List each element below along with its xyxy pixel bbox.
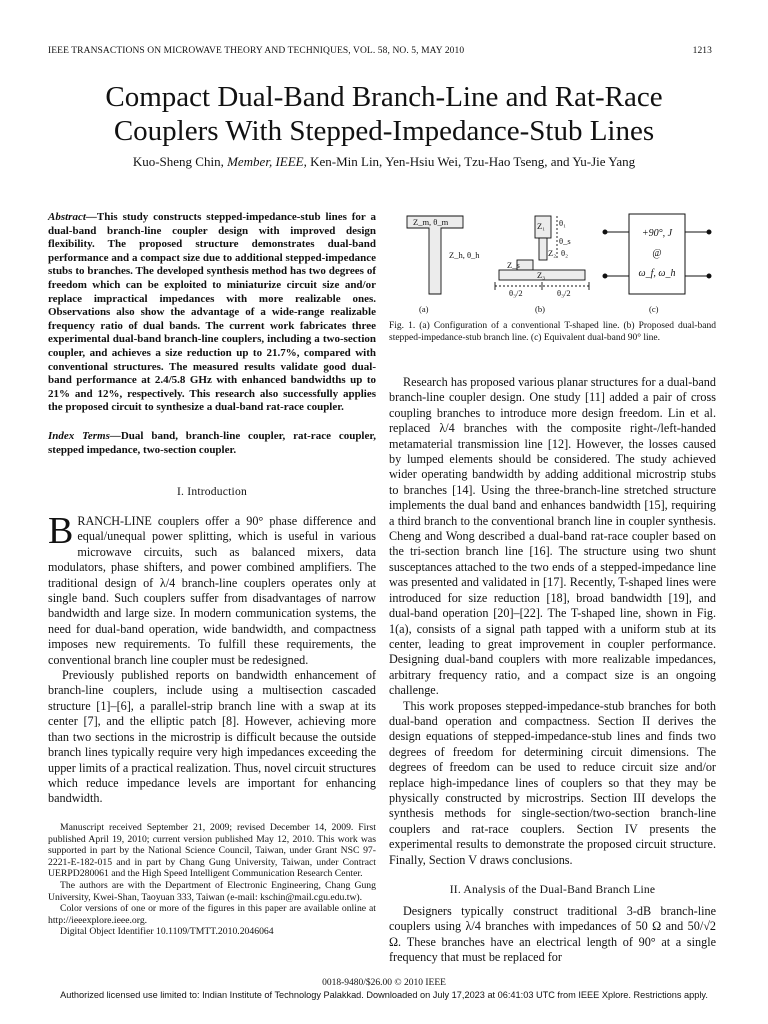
fig1b-half-right: θ₃/2 — [557, 288, 571, 298]
fig1b-caption-label: (b) — [535, 304, 545, 314]
right-column-body — [389, 375, 716, 868]
index-terms-label: Index Terms— — [48, 430, 121, 442]
footnote-affiliation: The authors are with the Department of Electronic Engineering, Chang Gung University, Kwei-Shan, Taoyuan 333, Taiwan (e-mail: kschin@mail.cgu.edu.tw). — [48, 879, 376, 903]
right-paragraph-1: Research has proposed various planar structures for a dual-band branch-line coupler design. One study [11] added a pair of cross coupling branches to introduce more design freedom. Lin et al. replaced λ/4 branches with the composite right-/left-handed metamaterial transmission line [12]. However, the losses caused by lumped elements should be considered. The study achieved wider operating bandwidth by adding additional microstrip stubs to branches [14]. Using the three-branch-line stretched structure implements the dual band and enhances bandwidth [15], requiring a third branch to the conventional branch line in coupler synthesis. Cheng and Wong described a dual-band rat-race coupler based on the tri-section branch line [16]. The structure using two shunt susceptances attached to the two ends of a stepped-impedance line was presented and validated in [17]. Recently, T-shaped lines were introduced for size reduction [18], broad bandwidth [19], and dual-band operation [20]–[22]. The T-shaped line, shown in Fig. 1(a), consists of a signal path tapped with a uniform stub at its center, leading to great improvement in coupler performance. Designing dual-band couplers with more realizable impedances, arbitrary frequency ratio, and a compact size is an ongoing challenge. — [389, 375, 716, 698]
fig1a-stub-label: Z_h, θ_h — [449, 250, 480, 260]
section-heading-analysis: II. Analysis of the Dual-Band Branch Line — [449, 883, 656, 896]
section-heading-introduction: I. Introduction — [177, 485, 247, 498]
index-terms-text: Dual band, branch-line coupler, rat-race coupler, stepped impedance, two-section coupler. — [48, 430, 376, 456]
fig1b-theta1: θ₁ — [559, 218, 567, 228]
fig1a-caption-label: (a) — [419, 304, 429, 314]
author-first: Kuo-Sheng Chin, — [132, 154, 224, 169]
footnote-color: Color versions of one or more of the figures in this paper are available online at http://ieeexplore.ieee.org. — [48, 903, 376, 926]
fig1b-z2: Z₂ — [548, 248, 557, 258]
figure-1-caption: Fig. 1. (a) Configuration of a conventional T-shaped line. (b) Proposed dual-band stepped-impedance-stub branch line. (c) Equivalent dual-band 90° line. — [389, 321, 716, 343]
author-rest: , Ken-Min Lin, Yen-Hsiu Wei, Tzu-Hao Tseng, and Yu-Jie Yang — [303, 154, 636, 169]
intro-paragraph-2: Previously published reports on bandwidth enhancement of branch-line couplers, include using a multisection cascaded structure [1]–[6], a parallel-strip branch line with a swap at its center [7], and the elliptic patch [8]. However, achieving more than two sections in the microstrip is difficult because the outside branch lines typically require very high impedances exceeding the upper limits of a practical realization. Thus, novel circuit structures which reduce impedance levels are important for enhancing bandwidth. — [48, 668, 376, 806]
abstract-text: This study constructs stepped-impedance-stub lines for a dual-band branch-line coupler design with improved design flexibility. The proposed structure demonstrates dual-band performance and a compact size due to additional stepped-impedance stubs to branches. The developed synthesis method has two degrees of freedom which can be exploited to miniaturize circuit size and/or replace impractical impedances with more realizable ones. Observations also show the advantage of a wide-range realizable frequency ratio of dual bands. The current work fabricates three experimental dual-band branch-line couplers, including a two-section coupler, and achieves a size reduction up to 21.7%, compared with conventional structures. The measured results validate good dual-band performance at 2.4/5.8 GHz with enhanced bandwidths up to 21% and 12%, respectively. This research also successfully applies the proposed circuit to synthesize a dual-band rat-race coupler. — [48, 211, 376, 414]
section2-body — [389, 904, 716, 966]
abstract — [48, 211, 376, 415]
index-terms — [48, 430, 376, 457]
license-line: Authorized licensed use limited to: Indian Institute of Technology Palakkad. Downloaded on July 17,2023 at 06:41:03 UTC from IEEE Xplore. Restrictions apply. — [60, 990, 708, 1000]
fig1c-caption-label: (c) — [649, 304, 659, 314]
title-line-2: Couplers With Stepped-Impedance-Stub Lines — [113, 115, 655, 147]
fig1c-freq: ω_f, ω_h — [638, 268, 676, 279]
section2-paragraph-1: Designers typically construct traditional 3-dB branch-line couplers using λ/4 branches with impedances of 50 Ω and 50/√2 Ω. These branches have an electrical length of 90° at a single frequency that must be replaced for — [389, 904, 716, 965]
fig1c-phase: +90°, J — [641, 228, 673, 239]
fig1b-zs: Z_s — [507, 260, 520, 270]
fig1b-z1: Z₁ — [537, 221, 546, 231]
fig1b-half-left: θ₃/2 — [509, 288, 523, 298]
introduction-body — [48, 510, 376, 807]
author-list — [40, 154, 728, 170]
footnote-doi: Digital Object Identifier 10.1109/TMTT.2010.2046064 — [60, 926, 274, 938]
fig1a-top-label: Z_m, θ_m — [413, 217, 449, 227]
copyright-line: 0018-9480/$26.00 © 2010 IEEE — [322, 978, 446, 988]
paper-title — [40, 80, 728, 148]
drop-cap: B — [48, 510, 74, 552]
fig1b-z3: Z₃ — [537, 270, 546, 280]
running-header: IEEE TRANSACTIONS ON MICROWAVE THEORY AND TECHNIQUES, VOL. 58, NO. 5, MAY 2010 — [48, 46, 465, 56]
abstract-label: Abstract— — [48, 211, 97, 223]
footnotes — [48, 822, 376, 938]
intro-paragraph-1: BRANCH-LINE couplers offer a 90° phase difference and equal/unequal power splitting, which is useful in various microwave circuits, such as balanced mixers, data modulators, phase shifters, and power combined amplifiers. The traditional design of λ/4 branch-line couplers operates only at single band. Such couplers suffer from disadvantages of narrow bandwidth and large size. In modern communication systems, the need for dual-band operation, wide bandwidth, and compactness imposes new requirements. To fulfill these requirements, the conventional branch line coupler must be redesigned. — [48, 510, 376, 667]
author-role: Member, IEEE — [227, 154, 304, 169]
fig1c-at: @ — [652, 248, 662, 259]
figure-1 — [389, 206, 716, 318]
footnote-manuscript: Manuscript received September 21, 2009; revised December 14, 2009. First published April 19, 2010; current version published May 12, 2010. This work was supported in part by the National Science Council, Taiwan, under Grant NSC 97-2221-E-182-015 and in part by Chang Gung University, Taiwan, under Contract UERPD280061 and the High Speed Intelligent Communication Research Center. — [48, 822, 376, 880]
fig1b-thetas: θ_s — [559, 236, 571, 246]
title-line-1: Compact Dual-Band Branch-Line and Rat-Race — [105, 81, 663, 113]
fig1b-theta2: θ₂ — [561, 248, 569, 258]
page-number: 1213 — [692, 46, 712, 56]
right-paragraph-2: This work proposes stepped-impedance-stub branches for both dual-band operation and compactness. Section II derives the design equations of stepped-impedance-stub lines and finds two degrees of freedom for determining circuit dimensions. The degrees of freedom can be used to reduce circuit size and/or replace high-impedance lines of couplers so that they may be physically constructed by microstrips. Section III develops the synthesis methods for single-section/two-section branch-line couplers and rat-race couplers. Section IV presents the experimental results to demonstrate the proposed circuit structure. Finally, Section V draws conclusions. — [389, 698, 716, 867]
